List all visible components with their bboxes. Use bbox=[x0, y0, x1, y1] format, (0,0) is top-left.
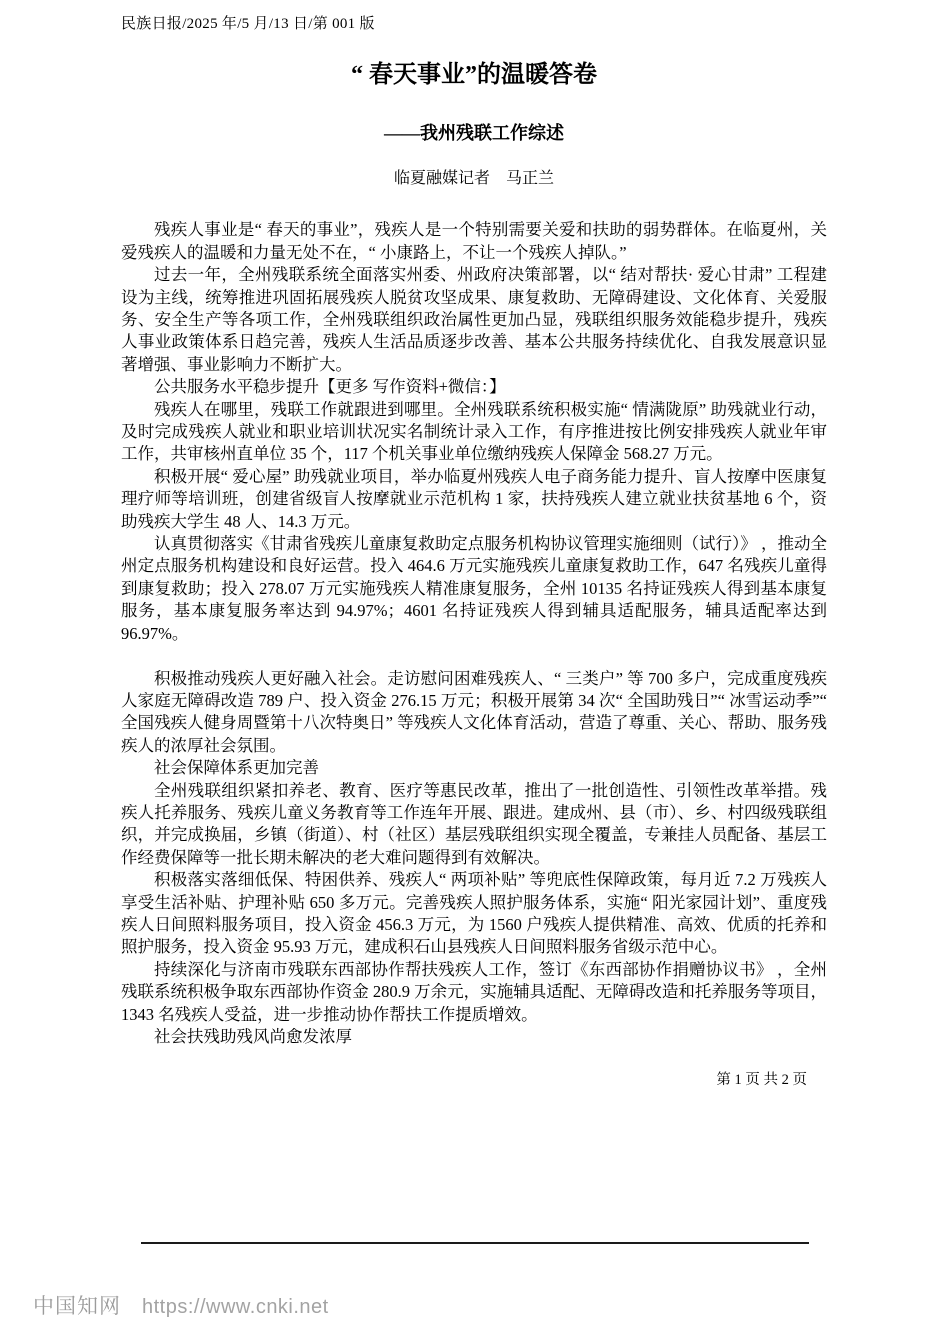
article-title: “ 春天事业”的温暖答卷 bbox=[351, 62, 597, 88]
blank-line bbox=[121, 645, 827, 667]
paragraph: 积极开展“ 爱心屋” 助残就业项目，举办临夏州残疾人电子商务能力提升、盲人按摩中医康复理疗师等培训班，创建省级盲人按摩就业示范机构 1 家，扶持残疾人建立就业扶贫基地 6 个，资助残疾大学生 48 人、14.3 万元。 bbox=[121, 466, 828, 531]
section-heading: 社会扶残助残风尚愈发浓厚 bbox=[154, 1027, 352, 1046]
page-indicator: 第 1 页 共 2 页 bbox=[716, 1072, 807, 1089]
footer-divider bbox=[141, 1242, 809, 1244]
article-body bbox=[121, 219, 827, 1048]
article-subtitle: ——我州残联工作综述 bbox=[384, 122, 564, 143]
paragraph: 积极落实落细低保、特困供养、残疾人“ 两项补贴” 等兜底性保障政策，每月近 7.2 万残疾人享受生活补贴、护理补贴 650 多万元。完善残疾人照护服务体系，实施“ 阳光家园计划”、重度残疾人日间照料服务项目，投入资金 456.3 万元，为 1560 户残疾人提供精准、高效、优质的托养和照护服务，投入资金 95.93 万元，建成积石山县残疾人日间照料服务省级示范中心。 bbox=[121, 870, 827, 957]
section-heading: 公共服务水平稳步提升【更多 写作资料+微信：】 bbox=[154, 377, 506, 397]
paragraph: 残疾人在哪里，残联工作就跟进到哪里。全州残联系统积极实施“ 情满陇原” 助残就业行动，及时完成残疾人就业和职业培训状况实名制统计录入工作，有序推进按比例安排残疾人就业年审工作，共审核州直单位 35 个，117 个机关事业单位缴纳残疾人保障金 568.27 万元。 bbox=[121, 399, 827, 464]
article-content bbox=[121, 14, 827, 1089]
paragraph: 全州残联组织紧扣养老、教育、医疗等惠民改革，推出了一批创造性、引领性改革举措。残疾人托养服务、残疾儿童义务教育等工作连年开展、跟进。建成州、县（市）、乡、村四级残联组织，并完成换届，乡镇（街道）、村（社区）基层残联组织实现全覆盖，专兼挂人员配备、基层工作经费保障等一批长期未解决的老大难问题得到有效解决。 bbox=[121, 780, 827, 867]
byline: 临夏融媒记者 马正兰 bbox=[393, 170, 554, 188]
paragraph: 积极推动残疾人更好融入社会。走访慰问困难残疾人、“ 三类户” 等 700 多户，完成重度残疾人家庭无障碍改造 789 户、投入资金 276.15 万元；积极开展第 34 次“ 全国助残日”“ 冰雪运动季”“ 全国残疾人健身周暨第十八次特奥日” 等残疾人文化体育活动，营造了尊重、关心、帮助、服务残疾人的浓厚社会氛围。 bbox=[121, 668, 827, 755]
paragraph: 残疾人事业是“ 春天的事业”，残疾人是一个特别需要关爱和扶助的弱势群体。在临夏州，关爱残疾人的温暖和力量无处不在，“ 小康路上，不让一个残疾人掉队。” bbox=[121, 220, 827, 262]
source-line: 民族日报/2025 年/5 月/13 日/第 001 版 bbox=[121, 16, 375, 32]
cnki-watermark bbox=[33, 1290, 329, 1320]
paragraph: 认真贯彻落实《甘肃省残疾儿童康复救助定点服务机构协议管理实施细则（试行）》 ，推动全州定点服务机构建设和良好运营。投入 464.6 万元实施残疾儿童康复救助工作，647 名残疾儿童得到康复救助；投入 278.07 万元实施残疾人精准康复服务，全州 10135 名持证残疾人得到基本康复服务，基本康复服务率达到 94.97%；4601 名持证残疾人得到辅具适配服务，辅具适配率达到 96.97%。 bbox=[121, 534, 827, 643]
cnki-brand-logo: 中国知网 bbox=[33, 1294, 121, 1318]
section-heading: 社会保障体系更加完善 bbox=[154, 758, 319, 778]
paragraph: 过去一年，全州残联系统全面落实州委、州政府决策部署，以“ 结对帮扶· 爱心甘肃” 工程建设为主线，统筹推进巩固拓展残疾人脱贫攻坚成果、康复救助、无障碍建设、文化体育、关爱服务、安全生产等各项工作，全州残联组织政治属性更加凸显，残联组织服务效能稳步提升，残疾人事业政策体系日趋完善，残疾人生活品质逐步改善、基本公共服务持续优化、自我发展意识显著增强、事业影响力不断扩大。 bbox=[121, 265, 827, 374]
paragraph: 持续深化与济南市残联东西部协作帮扶残疾人工作，签订《东西部协作捐赠协议书》 ，全州残联系统积极争取东西部协作资金 280.9 万余元，实施辅具适配、无障碍改造和托养服务等项目，1343 名残疾人受益，进一步推动协作帮扶工作提质增效。 bbox=[121, 959, 827, 1024]
cnki-url: https://www.cnki.net bbox=[142, 1296, 329, 1318]
